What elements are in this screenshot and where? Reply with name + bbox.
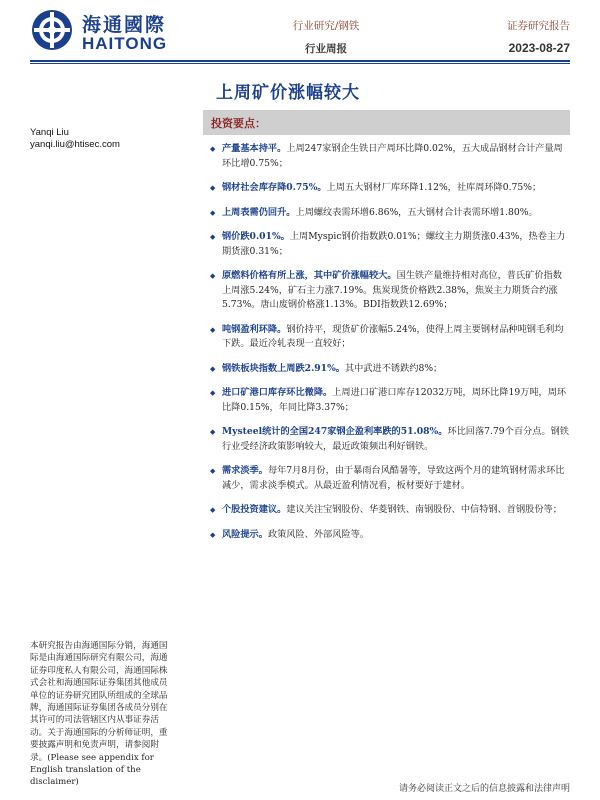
key-point-item <box>210 269 570 313</box>
key-point-title: 钢铁板块指数上周跌2.91%。 <box>222 362 345 374</box>
header-divider <box>30 60 570 62</box>
key-point-item <box>210 528 570 543</box>
key-point-item <box>210 230 570 259</box>
footer-notice: 请务必阅读正文之后的信息披露和法律声明 <box>398 784 570 794</box>
key-point-text: 环比回落7.79个百分点。钢铁行业受经济政策影响较大，最近政策频出利好钢铁。 <box>222 426 569 452</box>
header-category: 行业研究/钢铁 <box>292 20 360 32</box>
key-points-list <box>210 142 570 552</box>
header-report-type: 行业周报 <box>305 43 347 55</box>
key-point-text: 上周进口矿港口库存12032万吨，周环比降19万吨，周环比降0.15%，年同比降3.37%； <box>222 387 567 413</box>
key-point-title: 钢材社会库存降0.75%。 <box>222 182 327 193</box>
key-point-item <box>210 362 570 377</box>
key-point-item <box>210 464 570 493</box>
key-point-text: 上周Myspic钢价指数跌0.01%；螺纹主力期货涨0.43%，热卷主力期货涨0.31%； <box>222 231 566 257</box>
header-category-block <box>266 18 386 56</box>
key-point-item <box>210 206 570 221</box>
key-point-text: 其中武进不锈跌约8%； <box>344 362 443 374</box>
section-heading: 投资要点： <box>211 117 266 130</box>
section-heading-bar <box>203 110 570 135</box>
haitong-logo <box>30 8 190 54</box>
key-point-item <box>210 142 570 171</box>
brand-name-cn: 海通國際 <box>82 14 167 36</box>
key-point-item <box>210 425 570 454</box>
key-point-title: 原燃料价格有所上涨，其中矿价涨幅较大。 <box>222 270 397 281</box>
author-block <box>30 127 120 151</box>
header-meta-block <box>507 18 570 55</box>
key-point-text: 上周螺纹表需环增6.86%，五大钢材合计表需环增1.80%。 <box>295 206 538 218</box>
header-divider-thin <box>30 63 570 64</box>
key-point-title: 需求淡季。 <box>222 465 268 476</box>
header-label: 证券研究报告 <box>507 20 570 32</box>
key-point-title: 吨钢盈利环降。 <box>222 323 287 335</box>
key-point-title: 上周表需仍回升。 <box>222 206 296 218</box>
report-title: 上周矿价涨幅较大 <box>216 83 360 103</box>
key-point-title: Mysteel统计的全国247家钢企盈利率跌的51.08%。 <box>222 426 448 437</box>
brand-name-en: HAITONG <box>82 34 168 53</box>
author-name: Yanqi Liu <box>30 127 69 138</box>
key-point-item <box>210 503 570 518</box>
header-date: 2023-08-27 <box>508 41 570 55</box>
key-point-item <box>210 386 570 415</box>
key-point-title: 个股投资建议。 <box>222 504 287 515</box>
key-point-text: 上周247家钢企生铁日产周环比降0.02%，五大成品钢材合计产量周环比增0.75%； <box>222 143 563 169</box>
key-point-text: 上周五大钢材厂库环降1.12%，社库周环降0.75%； <box>326 182 542 193</box>
key-point-title: 进口矿港口库存环比微降。 <box>222 387 333 398</box>
key-point-title: 风险提示。 <box>222 528 268 540</box>
key-point-text: 政策风险、外部风险等。 <box>267 528 369 540</box>
disclaimer-text: 本研究报告由海通国际分销，海通国际是由海通国际研究有限公司，海通证券印度私人有限公司，海通国际株式会社和海通国际证券集团其他成员单位的证券研究团队所组成的全球品牌，海通国际证券集团各成员分别在其许可的司法管辖区内从事证券活动。关于海通国际的分析师证明，重要披露声明和免责声明，请参阅附录。(Please see appendix for English translation of the disclaimer) <box>30 641 168 788</box>
key-point-item <box>210 181 570 196</box>
key-point-text: 钢价持平，现货矿价涨幅5.24%，使得上周主要钢材品种吨钢毛利均下跌。最近冷轧表现一直较好； <box>222 323 564 349</box>
haitong-logo-icon <box>30 8 74 52</box>
key-point-title: 钢价跌0.01%。 <box>222 231 290 242</box>
key-point-text: 建议关注宝钢股份、华菱钢铁、南钢股份、中信特钢、首钢股份等； <box>286 504 562 515</box>
key-point-item <box>210 323 570 352</box>
author-email[interactable]: yanqi.liu@htisec.com <box>30 139 120 150</box>
key-point-title: 产量基本持平。 <box>222 143 287 154</box>
key-point-text: 每年7月8月份，由于暴雨台风酷暑等，导致这两个月的建筑钢材需求环比减少，需求淡季模式。从最近盈利情况看，板材要好于建材。 <box>222 465 565 491</box>
key-point-text: 国生铁产量维持相对高位，普氏矿价指数上周涨5.24%，矿石主力涨7.19%。焦炭现货价格跌2.38%，焦炭主力期货合约涨5.73%。唐山废钢价格涨1.13%。BDI指数跌12.69%； <box>222 270 562 310</box>
